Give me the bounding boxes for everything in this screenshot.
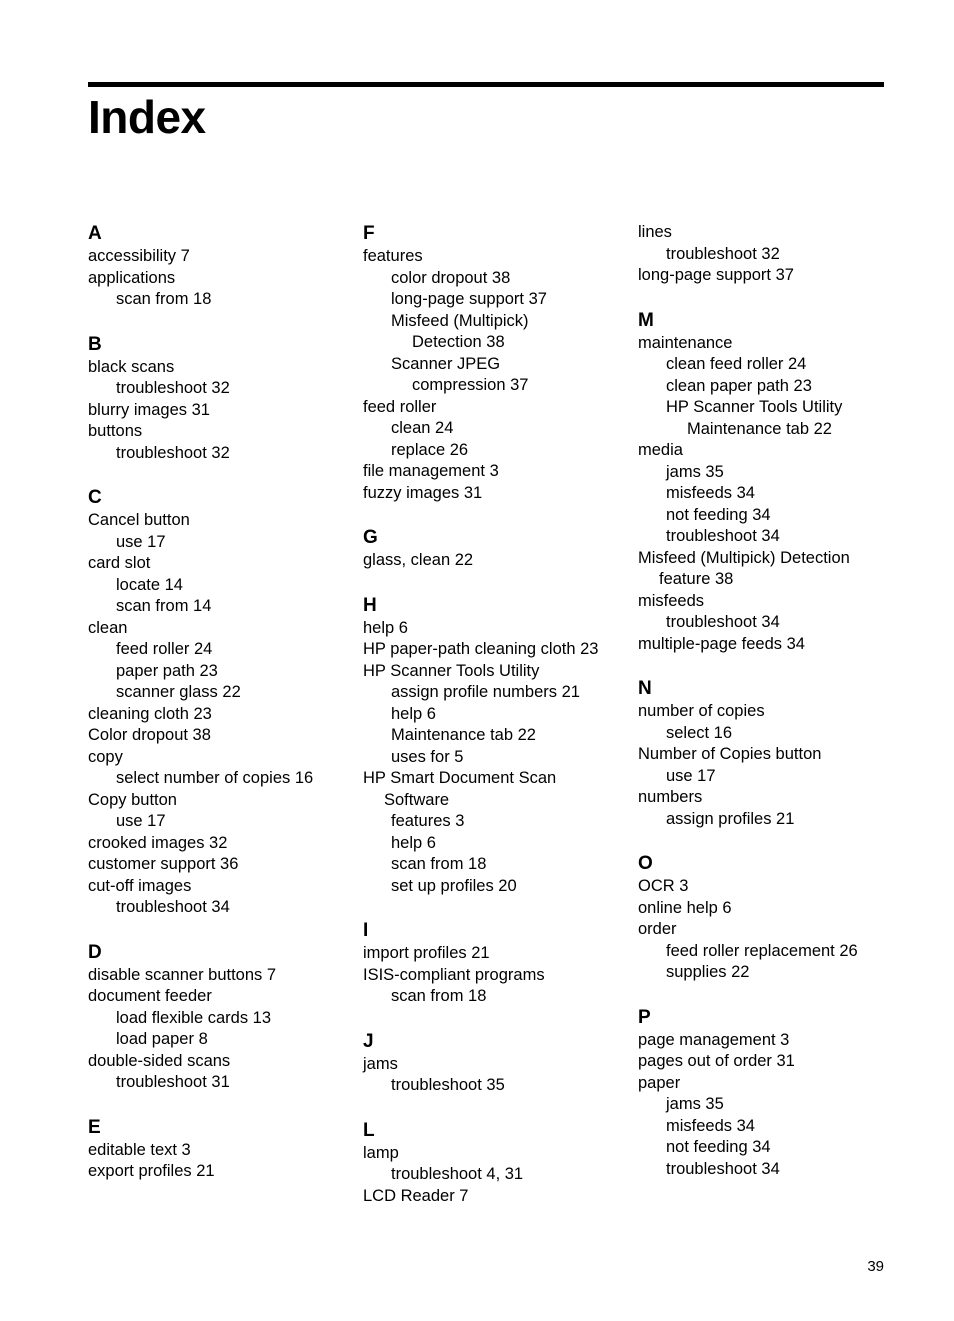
index-entry: fuzzy images 31 xyxy=(363,483,483,502)
index-subentry: troubleshoot 4, 31 xyxy=(391,1165,524,1183)
index-entry: maintenance xyxy=(638,333,733,352)
index-entry: Copy button xyxy=(88,790,177,809)
index-letter-heading: B xyxy=(88,333,102,355)
index-subentry: troubleshoot 31 xyxy=(116,1073,230,1091)
index-entry-continuation: Software xyxy=(384,790,450,809)
index-entry: blurry images 31 xyxy=(88,400,210,419)
index-subentry: color dropout 38 xyxy=(391,268,511,287)
index-subentry: misfeeds 34 xyxy=(666,484,755,502)
index-subentry: paper path 23 xyxy=(116,661,218,680)
index-subentry: troubleshoot 34 xyxy=(666,1159,780,1178)
index-entry: paper xyxy=(638,1073,681,1092)
index-group-g xyxy=(363,526,625,572)
index-letter-heading: M xyxy=(638,309,654,331)
index-group-e xyxy=(88,1116,350,1183)
index-letter-heading: D xyxy=(88,941,102,963)
index-group-f xyxy=(363,222,625,504)
index-subentry: clean paper path 23 xyxy=(666,376,812,395)
index-group-a xyxy=(88,222,350,311)
index-entry: pages out of order 31 xyxy=(638,1052,795,1070)
index-entry: document feeder xyxy=(88,987,212,1005)
index-entry: page management 3 xyxy=(638,1030,790,1049)
index-entry: Number of Copies button xyxy=(638,745,822,763)
index-letter-heading: A xyxy=(88,223,102,244)
index-letter-heading: E xyxy=(88,1116,101,1138)
index-subentry: help 6 xyxy=(391,833,436,852)
index-subentry: replace 26 xyxy=(391,440,469,459)
index-entry: Color dropout 38 xyxy=(88,726,211,744)
index-subentry: troubleshoot 34 xyxy=(116,898,230,916)
index-group-p xyxy=(638,1006,900,1181)
index-entry-continuation: feature 38 xyxy=(659,570,734,588)
index-letter-heading: J xyxy=(363,1030,374,1052)
index-entry: editable text 3 xyxy=(88,1140,191,1159)
index-entry: number of copies xyxy=(638,702,765,720)
index-letter-heading: P xyxy=(638,1006,651,1028)
index-entry-continuation: Detection 38 xyxy=(412,333,505,351)
index-subentry: help 6 xyxy=(391,704,436,723)
index-letter-heading: C xyxy=(88,487,102,508)
index-entry: clean xyxy=(88,618,128,637)
index-entry: long-page support 37 xyxy=(638,266,794,284)
index-entry: cut-off images xyxy=(88,876,192,895)
index-subentry: Scanner JPEG xyxy=(391,354,501,373)
index-entry: ISIS-compliant programs xyxy=(363,965,545,984)
index-subentry: not feeding 34 xyxy=(666,505,771,524)
index-subentry: feed roller 24 xyxy=(116,640,213,658)
index-entry: order xyxy=(638,920,677,938)
index-entry: Cancel button xyxy=(88,511,190,529)
index-entry: export profiles 21 xyxy=(88,1162,215,1180)
index-subentry: HP Scanner Tools Utility xyxy=(666,398,843,416)
index-subentry: locate 14 xyxy=(116,575,183,594)
index-subentry: assign profile numbers 21 xyxy=(391,683,580,701)
index-entry: jams xyxy=(363,1054,398,1073)
index-letter-heading: O xyxy=(638,853,653,874)
index-subentry: Misfeed (Multipick) xyxy=(391,311,529,330)
index-group-m xyxy=(638,309,900,656)
index-entry: disable scanner buttons 7 xyxy=(88,965,277,984)
index-entry: lamp xyxy=(363,1143,399,1162)
index-subentry: troubleshoot 35 xyxy=(391,1076,505,1094)
index-subentry: troubleshoot 32 xyxy=(116,443,230,462)
index-subentry: set up profiles 20 xyxy=(391,876,517,895)
index-subentry: scanner glass 22 xyxy=(116,683,241,701)
index-subentry: select number of copies 16 xyxy=(116,769,314,787)
index-letter-heading: G xyxy=(363,527,378,548)
index-entry: numbers xyxy=(638,788,703,806)
index-group-j xyxy=(363,1030,625,1097)
index-subentry: long-page support 37 xyxy=(391,290,547,308)
page-number: 39 xyxy=(867,1258,884,1275)
page-title: Index xyxy=(88,91,206,143)
index-letter-heading: I xyxy=(363,920,369,941)
index-entry: LCD Reader 7 xyxy=(363,1186,469,1205)
index-entry: copy xyxy=(88,747,123,766)
index-entry: buttons xyxy=(88,422,143,440)
index-subentry: scan from 18 xyxy=(116,290,212,308)
index-entry: feed roller xyxy=(363,397,437,416)
index-subentry: scan from 14 xyxy=(116,597,212,615)
index-subentry: use 17 xyxy=(666,766,716,785)
index-column-2 xyxy=(363,222,625,1207)
index-subentry: load paper 8 xyxy=(116,1030,208,1048)
index-entry: applications xyxy=(88,268,176,287)
index-column-1 xyxy=(88,222,350,1183)
index-entry: HP paper-path cleaning cloth 23 xyxy=(363,640,599,658)
index-group-h xyxy=(363,594,625,898)
index-entry: misfeeds xyxy=(638,591,705,610)
index-entry: accessibility 7 xyxy=(88,247,190,265)
index-entry: features xyxy=(363,247,423,265)
index-subentry: assign profiles 21 xyxy=(666,809,795,828)
index-group-d xyxy=(88,941,350,1094)
index-subentry: misfeeds 34 xyxy=(666,1116,755,1135)
index-subentry: troubleshoot 32 xyxy=(666,244,780,263)
index-subentry: troubleshoot 34 xyxy=(666,613,780,631)
index-subentry: features 3 xyxy=(391,812,465,830)
index-subentry: clean feed roller 24 xyxy=(666,355,807,373)
index-subentry: jams 35 xyxy=(666,1095,724,1113)
index-letter-heading: N xyxy=(638,678,652,699)
index-entry: cleaning cloth 23 xyxy=(88,704,212,723)
index-subentry: Maintenance tab 22 xyxy=(391,726,536,744)
index-letter-heading: H xyxy=(363,594,377,616)
index-entry: file management 3 xyxy=(363,462,499,480)
index-entry: online help 6 xyxy=(638,898,732,917)
index-subentry: clean 24 xyxy=(391,419,454,437)
index-entry: card slot xyxy=(88,554,151,572)
index-subentry: not feeding 34 xyxy=(666,1138,771,1156)
index-entry: customer support 36 xyxy=(88,855,239,873)
index-group-n xyxy=(638,677,900,830)
index-entry: black scans xyxy=(88,357,175,376)
index-subentry: troubleshoot 34 xyxy=(666,527,780,545)
index-entry: double-sided scans xyxy=(88,1051,231,1070)
index-subentry: supplies 22 xyxy=(666,963,750,981)
index-entry: help 6 xyxy=(363,618,408,637)
index-group-b xyxy=(88,333,350,465)
index-subentry: feed roller replacement 26 xyxy=(666,941,858,960)
index-entry: HP Smart Document Scan xyxy=(363,769,557,787)
title-rule xyxy=(88,82,884,87)
index-entry: Misfeed (Multipick) Detection xyxy=(638,548,850,567)
index-entry: import profiles 21 xyxy=(363,944,490,962)
index-entry-continuation: Maintenance tab 22 xyxy=(687,419,832,438)
index-entry: HP Scanner Tools Utility xyxy=(363,661,540,680)
index-subentry: scan from 18 xyxy=(391,987,487,1005)
index-subentry: jams 35 xyxy=(666,462,724,481)
index-entry: lines xyxy=(638,223,672,241)
index-entry: multiple-page feeds 34 xyxy=(638,634,805,653)
index-letter-heading: L xyxy=(363,1119,375,1141)
index-entry-continuation: compression 37 xyxy=(412,376,529,394)
index-subentry: scan from 18 xyxy=(391,855,487,873)
index-letter-heading: F xyxy=(363,223,375,244)
index-subentry: use 17 xyxy=(116,812,166,830)
index-group-i xyxy=(363,919,625,1008)
index-subentry: select 16 xyxy=(666,723,733,742)
index-group-c xyxy=(88,486,350,919)
index-subentry: load flexible cards 13 xyxy=(116,1008,272,1027)
index-group-continued xyxy=(638,222,900,287)
index-subentry: troubleshoot 32 xyxy=(116,379,230,397)
index-group-l xyxy=(363,1119,625,1208)
index-entry: crooked images 32 xyxy=(88,833,228,852)
index-subentry: uses for 5 xyxy=(391,747,464,766)
index-column-3 xyxy=(638,222,900,1180)
index-subentry: use 17 xyxy=(116,532,166,551)
index-entry: media xyxy=(638,441,683,459)
index-group-o xyxy=(638,852,900,984)
index-entry: glass, clean 22 xyxy=(363,551,474,569)
index-entry: OCR 3 xyxy=(638,877,689,895)
